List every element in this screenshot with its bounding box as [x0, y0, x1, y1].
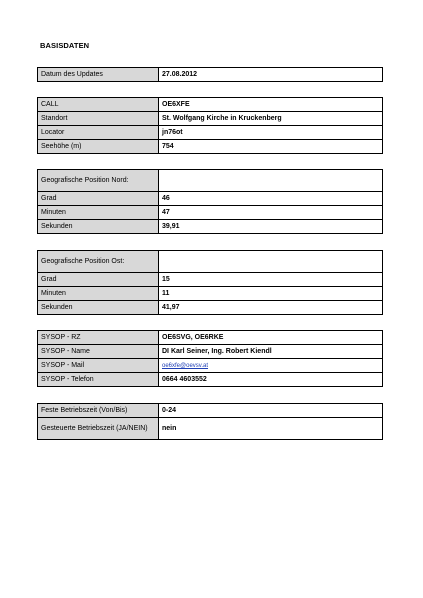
gesteuerte-betriebszeit-label: Gesteuerte Betriebszeit (JA/NEIN)	[38, 418, 159, 440]
sysop-mail-cell	[159, 359, 383, 373]
table-row	[38, 220, 383, 234]
call-value: OE6XFE	[159, 98, 383, 112]
east-header: Geografische Position Ost:	[38, 251, 159, 273]
east-sekunden-label: Sekunden	[38, 301, 159, 315]
table-row	[38, 359, 383, 373]
table-row	[38, 273, 383, 287]
sysop-telefon-label: SYSOP - Telefon	[38, 373, 159, 387]
sysop-mail-label: SYSOP - Mail	[38, 359, 159, 373]
sysop-rz-value: OE6SVG, OE6RKE	[159, 331, 383, 345]
east-minuten-label: Minuten	[38, 287, 159, 301]
table-row	[38, 206, 383, 220]
sysop-table	[37, 330, 383, 387]
update-label: Datum des Updates	[38, 68, 159, 82]
north-grad-value: 46	[159, 192, 383, 206]
table-row	[38, 192, 383, 206]
table-row	[38, 126, 383, 140]
east-position-table	[37, 250, 383, 315]
north-grad-label: Grad	[38, 192, 159, 206]
north-sekunden-value: 39,91	[159, 220, 383, 234]
seehoehe-value: 754	[159, 140, 383, 154]
locator-value: jn76ot	[159, 126, 383, 140]
table-row	[38, 331, 383, 345]
sysop-name-value: DI Karl Seiner, Ing. Robert Kiendl	[159, 345, 383, 359]
page-title: BASISDATEN	[40, 41, 90, 50]
north-position-table	[37, 169, 383, 234]
table-row	[38, 251, 383, 273]
operation-table	[37, 403, 383, 440]
table-row	[38, 345, 383, 359]
north-sekunden-label: Sekunden	[38, 220, 159, 234]
sysop-telefon-value: 0664 4603552	[159, 373, 383, 387]
north-header-empty	[159, 170, 383, 192]
table-row	[38, 98, 383, 112]
table-row	[38, 301, 383, 315]
table-row	[38, 404, 383, 418]
table-row	[38, 140, 383, 154]
east-grad-value: 15	[159, 273, 383, 287]
east-sekunden-value: 41,97	[159, 301, 383, 315]
table-row	[38, 68, 383, 82]
feste-betriebszeit-value: 0-24	[159, 404, 383, 418]
table-row	[38, 287, 383, 301]
north-header: Geografische Position Nord:	[38, 170, 159, 192]
locator-label: Locator	[38, 126, 159, 140]
update-table	[37, 67, 383, 82]
east-header-empty	[159, 251, 383, 273]
feste-betriebszeit-label: Feste Betriebszeit (Von/Bis)	[38, 404, 159, 418]
north-minuten-label: Minuten	[38, 206, 159, 220]
east-minuten-value: 11	[159, 287, 383, 301]
table-row	[38, 170, 383, 192]
gesteuerte-betriebszeit-value: nein	[159, 418, 383, 440]
sysop-name-label: SYSOP - Name	[38, 345, 159, 359]
update-value: 27.08.2012	[159, 68, 383, 82]
standort-value: St. Wolfgang Kirche in Kruckenberg	[159, 112, 383, 126]
north-minuten-value: 47	[159, 206, 383, 220]
call-label: CALL	[38, 98, 159, 112]
station-table	[37, 97, 383, 154]
table-row	[38, 418, 383, 440]
sysop-rz-label: SYSOP - RZ	[38, 331, 159, 345]
seehoehe-label: Seehöhe (m)	[38, 140, 159, 154]
table-row	[38, 373, 383, 387]
standort-label: Standort	[38, 112, 159, 126]
sysop-mail-link[interactable]: oe6xfe@oevsv.at	[162, 362, 209, 369]
east-grad-label: Grad	[38, 273, 159, 287]
table-row	[38, 112, 383, 126]
